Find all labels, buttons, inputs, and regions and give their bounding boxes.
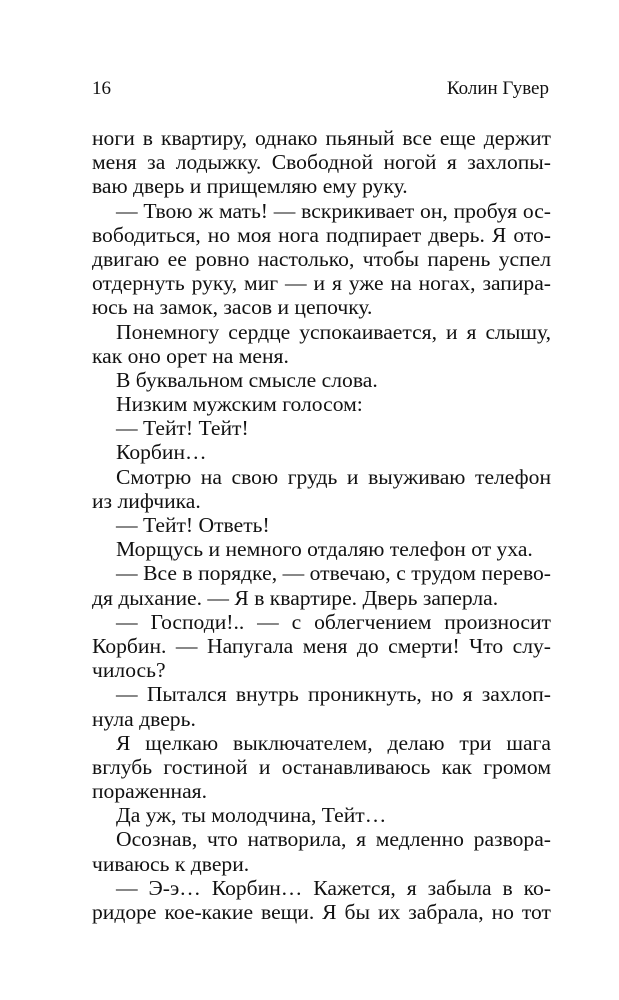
text-line: вглубь гостиной и останавливаюсь как громом bbox=[92, 754, 551, 779]
body-text bbox=[92, 126, 551, 924]
text-line: Да уж, ты молодчина, Тейт… bbox=[116, 803, 387, 828]
text-line: Морщусь и немного отдаляю телефон от уха. bbox=[116, 537, 533, 562]
text-line: — Тейт! Ответь! bbox=[116, 513, 270, 537]
text-line: из лифчика. bbox=[92, 488, 201, 513]
text-line: Осознав, что натворила, я медленно развора- bbox=[116, 827, 551, 852]
text-line: — Господи!.. — с облегчением произносит bbox=[116, 609, 551, 634]
running-header bbox=[92, 78, 549, 104]
text-line: как оно орет на меня. bbox=[92, 343, 289, 368]
text-line: отдернуть руку, миг — и я уже на ногах, запира- bbox=[92, 271, 551, 296]
text-line: Корбин… bbox=[116, 440, 207, 465]
text-line: — Все в порядке, — отвечаю, с трудом перево- bbox=[116, 561, 551, 586]
text-line: Корбин. — Напугала меня до смерти! Что слу- bbox=[92, 633, 551, 658]
text-line: пораженная. bbox=[92, 779, 207, 804]
text-line: дя дыхание. — Я в квартире. Дверь заперла. bbox=[92, 585, 499, 610]
text-line: Я щелкаю выключателем, делаю три шага bbox=[116, 730, 551, 755]
text-line: — Твою ж мать! — вскрикивает он, пробуя ос- bbox=[116, 198, 551, 223]
running-title: Колин Гувер bbox=[446, 78, 549, 99]
text-line: Низким мужским голосом: bbox=[116, 392, 363, 417]
page-number: 16 bbox=[92, 78, 111, 99]
text-line: В буквальном смысле слова. bbox=[116, 367, 378, 392]
text-line: чиваюсь к двери. bbox=[92, 851, 250, 876]
text-line: Смотрю на свою грудь и выуживаю телефон bbox=[116, 464, 551, 489]
text-line: меня за лодыжку. Свободной ногой я захлопы- bbox=[92, 150, 551, 175]
text-line: нула дверь. bbox=[92, 706, 196, 731]
text-line: — Пытался внутрь проникнуть, но я захлоп- bbox=[116, 682, 551, 707]
text-line: ваю дверь и прищемляю ему руку. bbox=[92, 174, 408, 199]
text-line: двигаю ее ровно настолько, чтобы парень успел bbox=[92, 246, 551, 271]
text-line: вободиться, но моя нога подпирает дверь. Я ото- bbox=[92, 222, 551, 247]
text-line: ноги в квартиру, однако пьяный все еще держит bbox=[92, 126, 551, 150]
text-line: юсь на замок, засов и цепочку. bbox=[92, 295, 373, 320]
text-line: Понемногу сердце успокаивается, и я слышу, bbox=[116, 319, 551, 344]
text-line: — Э-э… Корбин… Кажется, я забыла в ко- bbox=[116, 875, 551, 900]
text-line: ридоре кое-какие вещи. Я бы их забрала, но тот bbox=[92, 900, 551, 924]
text-line: чилось? bbox=[92, 658, 166, 683]
text-line: — Тейт! Тейт! bbox=[116, 416, 249, 441]
